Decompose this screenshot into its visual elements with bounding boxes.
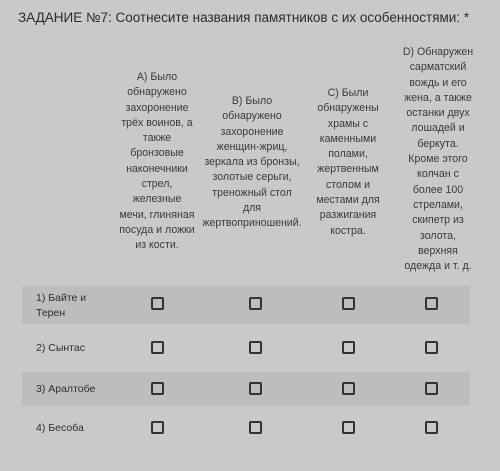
- column-d-line: беркута.: [417, 137, 459, 150]
- column-header-d: [390, 45, 486, 274]
- column-a-line: A) Было: [136, 71, 178, 83]
- column-d-line: стрелами,: [413, 198, 463, 211]
- row-label-line: 2) Сынтас: [36, 342, 85, 354]
- column-a-line: бронзовые: [130, 147, 184, 160]
- checkbox-row3-a[interactable]: [151, 382, 164, 395]
- checkbox-row4-b[interactable]: [249, 421, 262, 434]
- column-b-line: для: [242, 202, 262, 215]
- column-c-line: каменными: [319, 132, 377, 145]
- column-a-line: наконечники: [126, 162, 188, 175]
- column-b-line: золотые серьги,: [212, 171, 292, 184]
- checkbox-row3-b[interactable]: [249, 382, 262, 395]
- column-c-line: местами для: [316, 194, 380, 207]
- column-d-line: более 100: [412, 183, 464, 196]
- question-title: ЗАДАНИЕ №7: Соотнесите названия памятников с их особенностями: *: [18, 10, 470, 25]
- checkbox-row3-d[interactable]: [425, 382, 438, 395]
- column-d-line: лошадей и: [411, 122, 465, 135]
- column-b-line: зеркала из бронзы,: [204, 156, 300, 169]
- column-b-line: обнаружено: [222, 110, 282, 123]
- column-b-line: женщин-жриц,: [216, 140, 288, 153]
- column-b-line: треножный стол: [212, 186, 292, 199]
- column-a-line: из кости.: [135, 239, 179, 252]
- row-label-araltobe: [36, 382, 95, 397]
- row-label-line: 3) Аралтобе: [36, 383, 96, 395]
- column-d-line: скипетр из: [412, 214, 464, 227]
- row-label-line: Терен: [36, 307, 66, 319]
- column-d-line: Кроме этого: [408, 153, 468, 166]
- column-b-line: B) Было: [231, 95, 273, 107]
- column-d-line: одежда и т. д.: [404, 260, 472, 273]
- column-a-line: посуда и ложки: [119, 223, 195, 236]
- row-label-baite-teren: [36, 291, 86, 321]
- column-c-line: обнаружены: [317, 102, 379, 115]
- column-d-line: вождь и его: [409, 76, 467, 89]
- checkbox-row1-c[interactable]: [342, 297, 355, 310]
- row-label-besoba: [36, 421, 84, 436]
- column-d-line: сарматский: [409, 61, 467, 74]
- column-d-line: верхняя: [418, 244, 458, 257]
- column-a-line: трёх воинов, а: [121, 116, 193, 129]
- column-a-line: также: [142, 132, 172, 145]
- checkbox-row1-a[interactable]: [151, 297, 164, 310]
- checkbox-row4-c[interactable]: [342, 421, 355, 434]
- table-row: [22, 326, 470, 372]
- column-c-line: храмы с: [327, 117, 369, 130]
- column-d-line: колчан с: [417, 168, 459, 181]
- table-row: [22, 408, 470, 448]
- column-c-line: полами,: [328, 148, 368, 161]
- checkbox-row1-d[interactable]: [425, 297, 438, 310]
- column-c-line: жертвенным: [317, 163, 379, 176]
- column-a-line: захоронение: [125, 101, 189, 114]
- column-header-c: [305, 86, 391, 239]
- checkbox-row2-c[interactable]: [342, 341, 355, 354]
- column-a-line: стрел,: [141, 178, 173, 191]
- column-d-line: жена, а также: [404, 91, 472, 104]
- column-header-b: [196, 94, 308, 232]
- column-c-line: костра.: [330, 224, 366, 237]
- checkbox-row2-b[interactable]: [249, 341, 262, 354]
- checkbox-row4-a[interactable]: [151, 421, 164, 434]
- column-b-line: жертвоприношений.: [202, 217, 302, 230]
- row-label-syntas: [36, 341, 85, 356]
- column-c-line: C) Были: [327, 87, 369, 99]
- checkbox-row3-c[interactable]: [342, 382, 355, 395]
- column-a-line: железные: [132, 193, 182, 206]
- row-label-line: 1) Байте и: [36, 292, 87, 304]
- checkbox-row1-b[interactable]: [249, 297, 262, 310]
- column-a-line: обнаружено: [127, 86, 187, 99]
- checkbox-row4-d[interactable]: [425, 421, 438, 434]
- column-c-line: разжигания: [319, 209, 377, 222]
- column-d-line: останки двух: [406, 107, 470, 120]
- column-d-line: золота,: [420, 229, 456, 242]
- column-a-line: мечи, глиняная: [119, 208, 195, 221]
- table-row: [22, 286, 470, 324]
- column-c-line: столом и: [325, 178, 371, 191]
- checkbox-row2-a[interactable]: [151, 341, 164, 354]
- column-b-line: захоронение: [220, 125, 284, 138]
- checkbox-row2-d[interactable]: [425, 341, 438, 354]
- row-label-line: 4) Бесоба: [36, 422, 84, 434]
- column-d-line: D) Обнаружен: [402, 46, 474, 58]
- column-header-a: [112, 70, 202, 254]
